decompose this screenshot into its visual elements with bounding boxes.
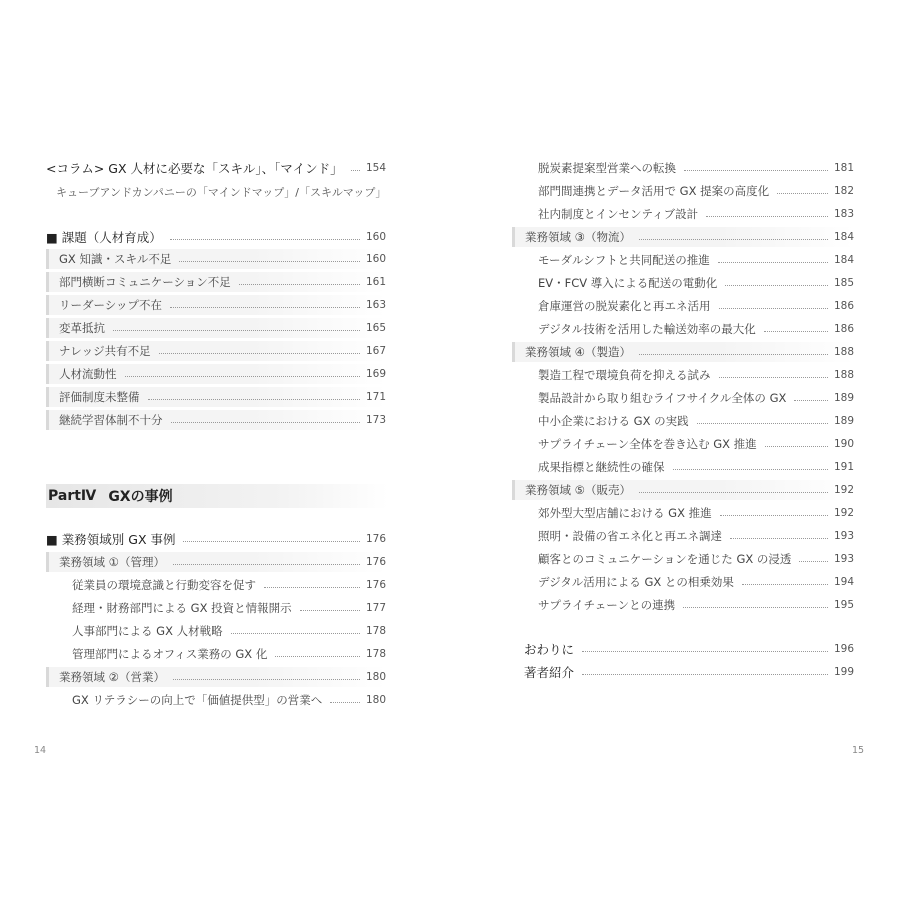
toc-entry-page: 193 <box>833 553 854 565</box>
page-number-right: 15 <box>852 745 865 756</box>
toc-entry[interactable] <box>538 595 854 615</box>
leader-dots <box>173 564 360 565</box>
toc-entry-label: 業務領域 ⑤（販売） <box>525 483 631 497</box>
toc-entry-label: リーダーシップ不在 <box>59 298 163 312</box>
leader-dots <box>706 216 828 217</box>
toc-entry-page: 160 <box>365 253 386 265</box>
toc-entry-label: ■ 業務領域別 GX 事例 <box>46 532 176 547</box>
toc-entry-page: 178 <box>365 648 386 660</box>
toc-entry[interactable] <box>538 503 854 523</box>
toc-entry-page: 165 <box>365 322 386 334</box>
toc-entry[interactable] <box>538 365 854 385</box>
toc-entry-label: 評価制度未整備 <box>59 390 140 404</box>
toc-entry-page: 183 <box>833 208 854 220</box>
right-page <box>450 0 900 900</box>
part-title: GXの事例 <box>108 489 173 505</box>
leader-dots <box>171 422 360 423</box>
leader-dots <box>684 170 828 171</box>
leader-dots <box>275 656 360 657</box>
leader-dots <box>794 400 828 401</box>
leader-dots <box>264 587 360 588</box>
toc-entry[interactable] <box>538 181 854 201</box>
toc-entry[interactable] <box>46 364 386 384</box>
leader-dots <box>351 170 360 171</box>
toc-entry-label: 社内制度とインセンティブ設計 <box>538 207 699 221</box>
toc-entry[interactable] <box>538 411 854 431</box>
toc-entry-page: 154 <box>365 162 386 174</box>
toc-entry[interactable] <box>46 387 386 407</box>
toc-entry-page: 176 <box>365 533 386 545</box>
toc-domain-5[interactable] <box>512 480 854 500</box>
leader-dots <box>300 610 360 611</box>
toc-entry-page: 184 <box>833 231 854 243</box>
toc-entry-page: 178 <box>365 625 386 637</box>
leader-dots <box>730 538 828 539</box>
toc-entry-label: 業務領域 ②（営業） <box>59 670 165 684</box>
toc-entry[interactable] <box>538 549 854 569</box>
part-label: PartⅣ <box>48 488 97 504</box>
toc-entry-label: 中小企業における GX の実践 <box>538 414 689 428</box>
toc-entry-label: 照明・設備の省エネ化と再エネ調達 <box>538 529 722 543</box>
toc-entry-page: 167 <box>365 345 386 357</box>
toc-entry-page: 185 <box>833 277 854 289</box>
toc-entry-label: 部門間連携とデータ活用で GX 提案の高度化 <box>538 184 770 198</box>
toc-entry-page: 188 <box>833 369 854 381</box>
toc-entry-label: モーダルシフトと共同配送の推進 <box>538 253 710 267</box>
leader-dots <box>330 702 360 703</box>
toc-entry-label: GX リテラシーの向上で「価値提供型」の営業へ <box>72 693 323 707</box>
leader-dots <box>725 285 828 286</box>
leader-dots <box>183 541 359 542</box>
leader-dots <box>742 584 828 585</box>
leader-dots <box>113 330 360 331</box>
toc-entry-page: 181 <box>833 162 854 174</box>
toc-entry-page: 188 <box>833 346 854 358</box>
toc-entry[interactable] <box>72 621 386 641</box>
toc-entry-label: 人材流動性 <box>59 367 117 381</box>
toc-entry-label: おわりに <box>524 642 575 657</box>
toc-domain-2[interactable] <box>46 667 386 687</box>
toc-domain-4[interactable] <box>512 342 854 362</box>
toc-entry[interactable] <box>46 318 386 338</box>
toc-entry-column[interactable] <box>46 158 386 178</box>
leader-dots <box>720 515 828 516</box>
toc-entry[interactable] <box>72 575 386 595</box>
leader-dots <box>231 633 360 634</box>
toc-entry-label: 人事部門による GX 人材戦略 <box>72 624 223 638</box>
leader-dots <box>639 354 828 355</box>
toc-entry[interactable] <box>538 457 854 477</box>
toc-entry-page: 191 <box>833 461 854 473</box>
toc-entry[interactable] <box>46 341 386 361</box>
toc-entry[interactable] <box>538 572 854 592</box>
toc-entry-page: 193 <box>833 530 854 542</box>
toc-entry[interactable] <box>72 690 386 710</box>
toc-entry-page: 177 <box>365 602 386 614</box>
toc-domain-1[interactable] <box>46 552 386 572</box>
toc-entry-label: 製造工程で環境負荷を抑える試み <box>538 368 711 382</box>
leader-dots <box>718 262 828 263</box>
toc-entry-label: 著者紹介 <box>524 665 575 680</box>
leader-dots <box>719 377 828 378</box>
toc-entry-label: 郊外型大型店舗における GX 推進 <box>538 506 712 520</box>
leader-dots <box>673 469 828 470</box>
toc-entry-label: 業務領域 ④（製造） <box>525 345 631 359</box>
leader-dots <box>179 261 360 262</box>
leader-dots <box>765 446 828 447</box>
toc-entry-label: サプライチェーン全体を巻き込む GX 推進 <box>538 437 757 451</box>
toc-entry-label: EV・FCV 導入による配送の電動化 <box>538 276 718 290</box>
toc-entry[interactable] <box>538 250 854 270</box>
toc-entry-label: 顧客とのコミュニケーションを通じた GX の浸透 <box>538 552 792 566</box>
toc-entry-page: 192 <box>833 484 854 496</box>
toc-entry-page: 169 <box>365 368 386 380</box>
toc-entry-label: ナレッジ共有不足 <box>59 344 151 358</box>
leader-dots <box>639 239 828 240</box>
toc-entry-label: 成果指標と継続性の確保 <box>538 460 665 474</box>
toc-entry-page: 180 <box>365 671 386 683</box>
toc-entry-page: 182 <box>833 185 854 197</box>
toc-entry-page: 161 <box>365 276 386 288</box>
toc-entry-page: 176 <box>365 579 386 591</box>
leader-dots <box>170 239 360 240</box>
toc-entry-page: 176 <box>365 556 386 568</box>
toc-entry-label: ■ 課題（人材育成） <box>46 230 162 245</box>
leader-dots <box>799 561 828 562</box>
toc-entry-page: 171 <box>365 391 386 403</box>
toc-entry[interactable] <box>538 319 854 339</box>
toc-entry[interactable] <box>46 272 386 292</box>
toc-entry-label: 製品設計から取り組むライフサイクル全体の GX <box>538 391 787 405</box>
leader-dots <box>170 307 360 308</box>
toc-entry-page: 199 <box>833 666 854 678</box>
column-subtitle: キューブアンドカンパニーの「マインドマップ」/「スキルマップ」 <box>56 186 387 199</box>
toc-entry-label: 部門横断コミュニケーション不足 <box>59 275 231 289</box>
toc-entry-page: 173 <box>365 414 386 426</box>
toc-entry-label: サプライチェーンとの連携 <box>538 598 676 612</box>
toc-entry[interactable] <box>46 249 386 269</box>
toc-entry[interactable] <box>538 158 854 178</box>
toc-entry[interactable] <box>538 434 854 454</box>
toc-entry-label: 継続学習体制不十分 <box>59 413 163 427</box>
leader-dots <box>159 353 360 354</box>
toc-entry-afterword[interactable] <box>524 639 854 659</box>
toc-entry[interactable] <box>46 410 386 430</box>
leader-dots <box>239 284 360 285</box>
toc-entry-label: 倉庫運営の脱炭素化と再エネ活用 <box>538 299 711 313</box>
toc-entry-author[interactable] <box>524 662 854 682</box>
toc-entry-label: 業務領域 ③（物流） <box>525 230 631 244</box>
toc-entry-page: 196 <box>833 643 854 655</box>
toc-entry-label: 変革抵抗 <box>59 321 105 335</box>
leader-dots <box>764 331 828 332</box>
leader-dots <box>582 651 828 652</box>
page-number-left: 14 <box>34 745 47 756</box>
toc-entry-label: 管理部門によるオフィス業務の GX 化 <box>72 647 268 661</box>
toc-entry-label: デジタル活用による GX との相乗効果 <box>538 575 734 589</box>
toc-entry-page: 163 <box>365 299 386 311</box>
toc-entry-label: 業務領域 ①（管理） <box>59 555 165 569</box>
toc-entry-page: 189 <box>833 415 854 427</box>
toc-entry-label: デジタル技術を活用した輸送効率の最大化 <box>538 322 756 336</box>
toc-section-cases[interactable] <box>46 529 386 549</box>
leader-dots <box>148 399 360 400</box>
toc-entry-page: 184 <box>833 254 854 266</box>
toc-entry-label: 経理・財務部門による GX 投資と情報開示 <box>72 601 292 615</box>
toc-entry[interactable] <box>538 388 854 408</box>
toc-entry-page: 186 <box>833 323 854 335</box>
toc-entry-page: 194 <box>833 576 854 588</box>
toc-entry-page: 189 <box>833 392 854 404</box>
toc-entry[interactable] <box>538 296 854 316</box>
toc-entry-page: 195 <box>833 599 854 611</box>
leader-dots <box>719 308 828 309</box>
leader-dots <box>582 674 828 675</box>
toc-entry-label: <コラム> GX 人材に必要な「スキル」、「マインド」 <box>46 161 343 176</box>
toc-entry-page: 186 <box>833 300 854 312</box>
toc-entry-page: 180 <box>365 694 386 706</box>
toc-section-issues[interactable] <box>46 227 386 247</box>
toc-entry[interactable] <box>72 598 386 618</box>
toc-entry[interactable] <box>46 295 386 315</box>
part-heading <box>46 484 388 508</box>
toc-entry-label: 従業員の環境意識と行動変容を促す <box>72 578 256 592</box>
toc-entry-label: GX 知識・スキル不足 <box>59 252 172 266</box>
toc-entry-page: 160 <box>365 231 386 243</box>
toc-entry[interactable] <box>538 204 854 224</box>
toc-entry-page: 192 <box>833 507 854 519</box>
toc-entry[interactable] <box>538 526 854 546</box>
toc-entry[interactable] <box>72 644 386 664</box>
leader-dots <box>777 193 828 194</box>
toc-entry-label: 脱炭素提案型営業への転換 <box>538 161 676 175</box>
leader-dots <box>639 492 828 493</box>
leader-dots <box>683 607 828 608</box>
toc-entry-page: 190 <box>833 438 854 450</box>
leader-dots <box>125 376 360 377</box>
toc-entry[interactable] <box>538 273 854 293</box>
leader-dots <box>697 423 828 424</box>
toc-domain-3[interactable] <box>512 227 854 247</box>
leader-dots <box>173 679 360 680</box>
